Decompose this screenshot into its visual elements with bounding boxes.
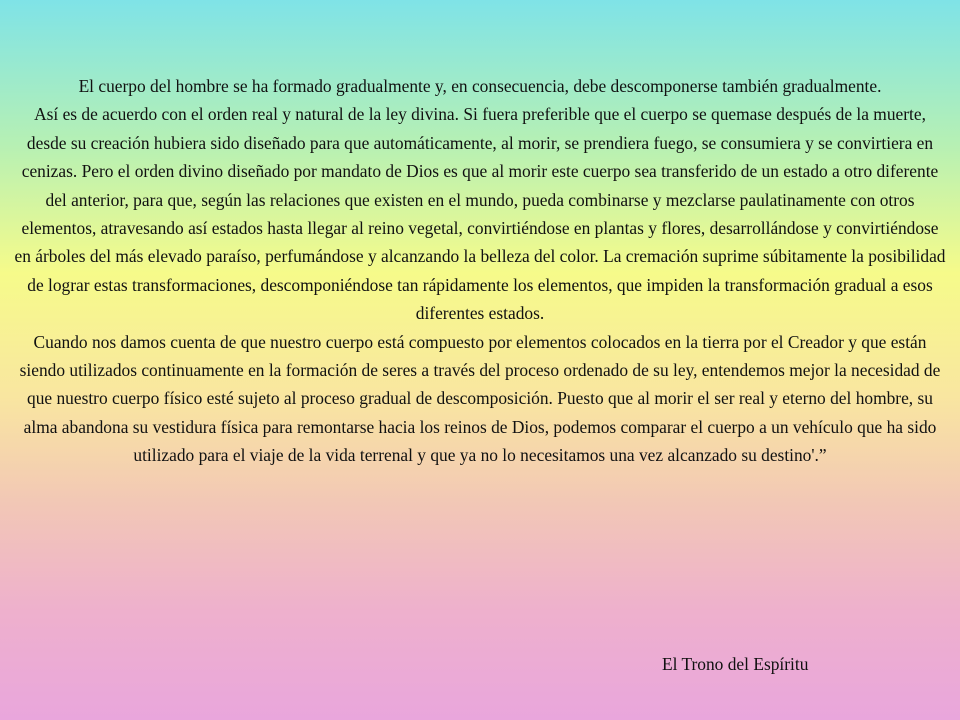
paragraph-2: Así es de acuerdo con el orden real y natural de la ley divina. Si fuera preferible que el cuerpo se quemase después de la muerte, desde su creación hubiera sido diseñado para que automáticamente, al morir, se prendiera fuego, se consumiera y se convirtiera en cenizas. Pero el orden divino diseñado por mandato de Dios es que al morir este cuerpo sea transferido de un estado a otro diferente del anterior, para que, según las relaciones que existen en el mundo, pueda combinarse y mezclarse paulatinamente con otros elementos, atravesando así estados hasta llegar al reino vegetal, convirtiéndose en plantas y flores, desarrollándose y convirtiéndose en árboles del más elevado paraíso, perfumándose y alcanzando la belleza del color. La cremación suprime súbitamente la posibilidad de lograr estas transformaciones, descomponiéndose tan rápidamente los elementos, que impiden la transformación gradual a esos diferentes estados.: [14, 104, 946, 324]
paragraph-1: El cuerpo del hombre se ha formado gradualmente y, en consecuencia, debe descomponerse también gradualmente.: [78, 76, 882, 96]
source-attribution: El Trono del Espíritu: [662, 654, 809, 674]
paragraph-3: Cuando nos damos cuenta de que nuestro cuerpo está compuesto por elementos colocados en la tierra por el Creador y que están siendo utilizados continuamente en la formación de seres a través del proceso ordenado de su ley, entendemos mejor la necesidad de que nuestro cuerpo físico esté sujeto al proceso gradual de descomposición. Puesto que al morir el ser real y eterno del hombre, su alma abandona su vestidura física para remontarse hacia los reinos de Dios, podemos comparar el cuerpo a un vehículo que ha sido utilizado para el viaje de la vida terrenal y que ya no lo necesitamos una vez alcanzado su destino'.”: [19, 331, 941, 466]
quote-body: [12, 72, 948, 470]
